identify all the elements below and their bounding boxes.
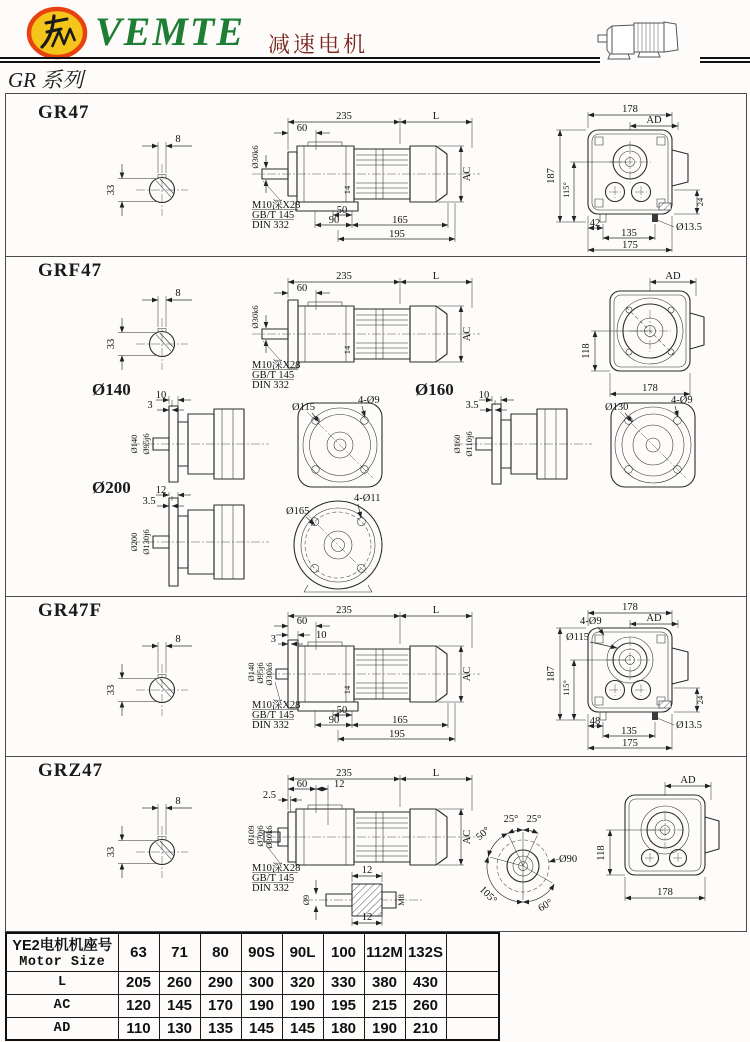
- shaft-diameter-label: Ø30k6: [264, 825, 274, 849]
- dim-115deg: 115°: [561, 182, 571, 198]
- bushing-detail-drawing: [301, 865, 422, 926]
- dim-235: 235: [336, 605, 352, 616]
- flange-dia-label: Ø140: [246, 662, 256, 682]
- row-label-L: L: [6, 971, 118, 994]
- dim-flange-step: 3.5: [142, 496, 156, 507]
- dim-value-cell: 145: [159, 994, 200, 1017]
- gearmotor-side-outline: [252, 300, 480, 368]
- dim-90: 90: [328, 215, 340, 226]
- dim-value-cell: 190: [241, 994, 282, 1017]
- size-col-header: 90L: [282, 933, 323, 971]
- dim-bolt-holes: 4-Ø9: [671, 395, 693, 406]
- size-col-header: 112M: [364, 933, 405, 971]
- dim-14: 14: [342, 685, 352, 695]
- empty-col-header: [446, 933, 499, 971]
- ac-label: AC: [462, 666, 473, 682]
- angle-50: 50°: [474, 825, 493, 844]
- dim-value-cell: 170: [200, 994, 241, 1017]
- empty-cell: [446, 971, 499, 994]
- empty-cell: [446, 1017, 499, 1040]
- flange-front-outline: [611, 403, 695, 487]
- gr47-side-view: [250, 102, 485, 252]
- ac-label: AC: [462, 166, 473, 182]
- flange-rear-outline: [625, 795, 719, 875]
- flange160-front-view: [585, 395, 720, 495]
- flange200-side-view: [125, 485, 275, 590]
- dim-90-dia: Ø90: [559, 854, 578, 865]
- flange-side-outline: [131, 406, 269, 482]
- rear-view-dimensions: [596, 775, 711, 901]
- flange-front-dimensions: [286, 493, 380, 525]
- model-label-gr47f: GR47F: [38, 600, 103, 621]
- dim-value-cell: 210: [405, 1017, 446, 1040]
- size-col-header: 132S: [405, 933, 446, 971]
- flange-front-outline: [298, 403, 382, 487]
- dim-flange-step: 3.5: [465, 400, 479, 411]
- dim-value-cell: 330: [323, 971, 364, 994]
- dim-60: 60: [296, 283, 308, 294]
- header-rule-bottom-right: [700, 61, 750, 63]
- size-col-header: 100: [323, 933, 364, 971]
- grz47-angle-diagram: [455, 798, 595, 928]
- dim-178: 178: [642, 383, 658, 394]
- dim-12-bottom: 12: [361, 912, 373, 923]
- angle-25-right: 25°: [526, 814, 542, 825]
- shaft-section-drawing: [106, 288, 192, 370]
- dim-value-cell: 195: [323, 994, 364, 1017]
- flange-spigot-dia-label: Ø95j6: [141, 433, 151, 455]
- tap-note-2: GB/T 145: [252, 710, 295, 721]
- spigot-dia-label: Ø95j6: [255, 662, 265, 684]
- dim-flange-step: 3: [147, 400, 153, 411]
- side-view-dimensions: [250, 271, 473, 391]
- side-view-dimensions: [246, 605, 473, 742]
- dim-bolt-holes: 4-Ø9: [358, 395, 380, 406]
- dim-60: 60: [296, 779, 308, 790]
- dim-value-cell: 260: [159, 971, 200, 994]
- dim-187: 187: [546, 168, 557, 184]
- flange-side-dimensions: [129, 485, 191, 555]
- motor-size-header-cn: YE2电机机座号: [12, 938, 113, 955]
- flange-side-outline: [131, 498, 269, 586]
- dim-value-cell: 145: [282, 1017, 323, 1040]
- dim-10: 10: [316, 630, 327, 641]
- vemte-logo-icon: [26, 6, 88, 60]
- tap-note-1: M10深X28: [252, 200, 301, 211]
- dim-value-cell: 320: [282, 971, 323, 994]
- tap-note-3: DIN 332: [252, 720, 290, 731]
- dim-value-cell: 190: [282, 994, 323, 1017]
- dim-shaft-33: 33: [106, 846, 117, 858]
- flange-spigot-dia-label: Ø130j6: [141, 529, 151, 555]
- dim-235: 235: [336, 768, 352, 779]
- flange-label-200: Ø200: [92, 478, 131, 497]
- tap-note-1: M10深X28: [252, 700, 301, 711]
- dim-value-cell: 215: [364, 994, 405, 1017]
- motor-dimension-table: [5, 932, 500, 1041]
- dim-12-top: 12: [361, 865, 373, 876]
- series-title: GR 系列: [8, 68, 84, 92]
- dim-bolt-circle: Ø115: [292, 402, 315, 413]
- shaft-section-drawing: [106, 796, 192, 878]
- dim-key-width: 8: [175, 796, 181, 807]
- dim-135: 135: [621, 726, 637, 737]
- dim-value-cell: 205: [118, 971, 159, 994]
- tap-note-2: GB/T 145: [252, 370, 295, 381]
- dim-value-cell: 145: [241, 1017, 282, 1040]
- ac-label: AC: [462, 326, 473, 342]
- dim-60: 60: [296, 123, 308, 134]
- gr47f-rear-view: [540, 598, 725, 753]
- size-col-header: 80: [200, 933, 241, 971]
- dim-24: 24: [695, 695, 705, 705]
- dim-value-cell: 190: [364, 1017, 405, 1040]
- dim-bolt-circle: Ø115: [566, 632, 589, 643]
- flange-label-160: Ø160: [415, 380, 454, 399]
- flange160-side-view: [448, 392, 598, 492]
- dim-178: 178: [622, 104, 638, 115]
- dim-48: 48: [589, 716, 601, 727]
- dim-60: 60: [296, 616, 308, 627]
- dim-178: 178: [622, 602, 638, 613]
- empty-cell: [446, 994, 499, 1017]
- dim-L: L: [432, 111, 440, 122]
- gearbox-rear-outline: [588, 628, 688, 720]
- dim-value-cell: 260: [405, 994, 446, 1017]
- dim-175: 175: [622, 738, 638, 749]
- spigot-dia-label: Ø70j6: [255, 825, 265, 847]
- gearmotor-photo-icon: [596, 10, 696, 62]
- dim-235: 235: [336, 111, 352, 122]
- flange-side-outline: [454, 404, 592, 484]
- tap-note-3: DIN 332: [252, 883, 290, 894]
- dim-bolt-circle: Ø165: [286, 506, 310, 517]
- dim-flange-thickness: 10: [155, 390, 167, 401]
- side-view-dimensions: [250, 111, 473, 242]
- dim-90: 90: [328, 715, 340, 726]
- dim-bolt-circle: Ø130: [605, 402, 629, 413]
- header-rule-top-right: [700, 57, 750, 59]
- dim-bolt-holes: 4-Ø9: [580, 616, 602, 627]
- dim-115deg: 115°: [561, 680, 571, 696]
- dim-shaft-33: 33: [106, 184, 117, 196]
- dim-187: 187: [546, 666, 557, 682]
- model-label-gr47: GR47: [38, 102, 90, 123]
- dim-14: 14: [342, 185, 352, 195]
- flange-dia-label: Ø109: [246, 825, 256, 845]
- dim-12: 12: [334, 779, 345, 790]
- flange200-front-view: [268, 493, 403, 593]
- tap-note-1: M10深X28: [252, 863, 301, 874]
- shaft-section-drawing: [106, 634, 192, 716]
- dim-key-width: 8: [175, 288, 181, 299]
- gr47f-side-view: [246, 602, 485, 752]
- shaft-diameter-label: Ø30k6: [264, 662, 274, 686]
- grz47-rear-view: [580, 770, 750, 910]
- dim-L: L: [432, 768, 440, 779]
- dim-value-cell: 430: [405, 971, 446, 994]
- dim-42: 42: [589, 218, 601, 229]
- angle-60: 60°: [536, 897, 555, 915]
- ad-label: AD: [646, 613, 662, 624]
- shaft-diameter-label: Ø30k6: [250, 145, 260, 169]
- grz47-shaft-end-view: [100, 790, 210, 890]
- dim-L: L: [432, 271, 440, 282]
- dim-118: 118: [581, 343, 592, 359]
- size-col-header: 63: [118, 933, 159, 971]
- dim-shaft-33: 33: [106, 684, 117, 696]
- dim-flange-thickness: 12: [155, 485, 167, 496]
- flange-spigot-dia-label: Ø110j6: [464, 431, 474, 457]
- dim-50: 50: [336, 205, 348, 216]
- table-header-row: [6, 933, 499, 971]
- dim-value-cell: 110: [118, 1017, 159, 1040]
- angle-25-left: 25°: [503, 814, 519, 825]
- dim-value-cell: 380: [364, 971, 405, 994]
- thread-label: M8: [396, 894, 406, 906]
- grf47-shaft-end-view: [100, 282, 210, 382]
- rear-view-dimensions: [581, 271, 696, 397]
- dim-value-cell: 300: [241, 971, 282, 994]
- dim-hole-13-5: Ø13.5: [676, 222, 702, 233]
- dim-hole-13-5: Ø13.5: [676, 720, 702, 731]
- flange-side-dimensions: [452, 390, 514, 457]
- gearbox-rear-outline: [588, 130, 688, 222]
- tap-note-3: DIN 332: [252, 220, 290, 231]
- dim-3: 3: [270, 634, 276, 645]
- dim-value-cell: 120: [118, 994, 159, 1017]
- tap-note-2: GB/T 145: [252, 210, 295, 221]
- motor-size-header: [6, 933, 118, 971]
- dim-L: L: [432, 605, 440, 616]
- section-divider-1: [6, 256, 746, 257]
- gearmotor-side-outline: [252, 805, 480, 865]
- gr47-shaft-end-view: [100, 128, 210, 228]
- tap-note-1: M10深X28: [252, 360, 301, 371]
- brand-wordmark: VEMTE: [95, 9, 246, 54]
- dim-175: 175: [622, 240, 638, 251]
- flange-outer-dia-label: Ø140: [129, 434, 139, 454]
- dim-key-width: 8: [175, 634, 181, 645]
- dim-flange-thickness: 10: [478, 390, 490, 401]
- angle-diagram-drawing: [474, 814, 577, 914]
- angle-105: 105°: [476, 884, 499, 907]
- table-row-AD: [6, 1017, 499, 1040]
- dim-value-cell: 180: [323, 1017, 364, 1040]
- size-col-header: 90S: [241, 933, 282, 971]
- dim-195: 195: [389, 229, 405, 240]
- grf47-rear-view: [565, 266, 735, 406]
- section-divider-2: [6, 596, 746, 597]
- product-title: 减速电机: [268, 32, 369, 57]
- ad-label: AD: [646, 115, 662, 126]
- model-label-grz47: GRZ47: [38, 760, 104, 781]
- model-label-grf47: GRF47: [38, 260, 103, 281]
- row-label-AC: AC: [6, 994, 118, 1017]
- dim-value-cell: 130: [159, 1017, 200, 1040]
- grz47-bushing-detail: [298, 865, 428, 930]
- dim-bolt-holes: 4-Ø11: [354, 493, 381, 504]
- flange-outer-dia-label: Ø160: [452, 434, 462, 454]
- tap-note-2: GB/T 145: [252, 873, 295, 884]
- ad-label: AD: [665, 271, 681, 282]
- ac-label: AC: [462, 829, 473, 845]
- size-col-header: 71: [159, 933, 200, 971]
- flange140-front-view: [272, 395, 407, 495]
- flange-outer-dia-label: Ø200: [129, 532, 139, 552]
- shaft-diameter-label: Ø30k6: [250, 305, 260, 329]
- gr47f-shaft-end-view: [100, 628, 210, 728]
- motor-size-header-en: Motor Size: [19, 955, 106, 971]
- dim-135: 135: [621, 228, 637, 239]
- header-rule-bottom-left: [0, 61, 600, 63]
- row-label-AD: AD: [6, 1017, 118, 1040]
- dim-50: 50: [336, 705, 348, 716]
- header-rule-top-left: [0, 57, 600, 59]
- table-row-L: [6, 971, 499, 994]
- dim-118: 118: [596, 845, 607, 861]
- dim-165: 165: [392, 715, 408, 726]
- dim-2-5: 2.5: [262, 790, 276, 801]
- dim-pin-dia: Ø9: [301, 894, 311, 906]
- section-divider-3: [6, 756, 746, 757]
- dim-14: 14: [342, 345, 352, 355]
- dim-24: 24: [695, 197, 705, 207]
- shaft-section-drawing: [106, 134, 192, 216]
- dim-value-cell: 135: [200, 1017, 241, 1040]
- table-row-AC: [6, 994, 499, 1017]
- gr47-rear-view: [540, 100, 725, 255]
- dim-178: 178: [657, 887, 673, 898]
- dim-shaft-33: 33: [106, 338, 117, 350]
- flange140-side-view: [125, 392, 275, 492]
- flange-label-140: Ø140: [92, 380, 131, 399]
- ad-label: AD: [680, 775, 696, 786]
- dim-165: 165: [392, 215, 408, 226]
- dim-key-width: 8: [175, 134, 181, 145]
- tap-note-3: DIN 332: [252, 380, 290, 391]
- dim-195: 195: [389, 729, 405, 740]
- dim-235: 235: [336, 271, 352, 282]
- dim-value-cell: 290: [200, 971, 241, 994]
